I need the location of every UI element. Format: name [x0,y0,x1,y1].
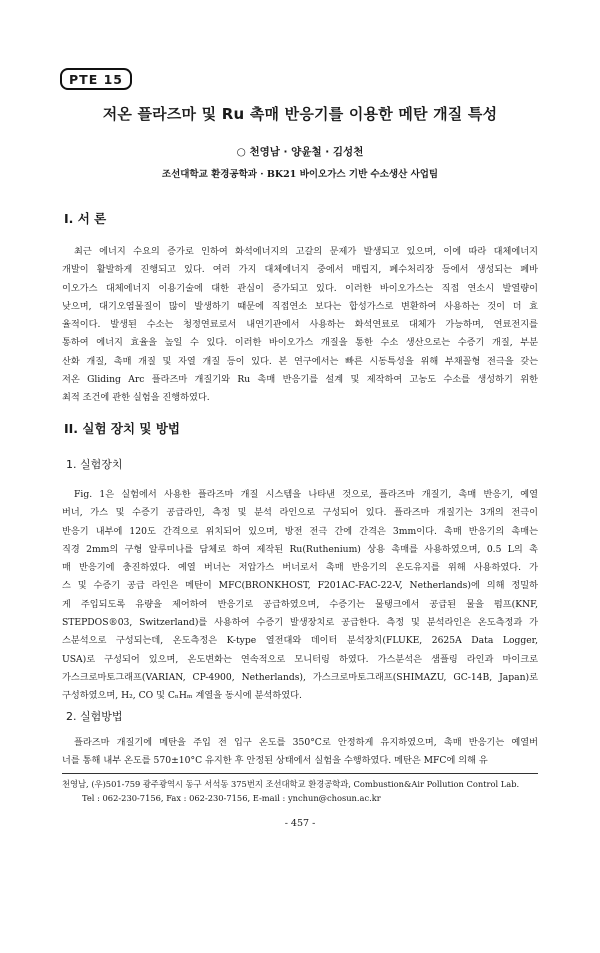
text-line: USA)로 구성되어 있으며, 온도변화는 연속적으로 모니터링 하였다. 가스분석은 샘플링 라인과 마이크로 [62,653,538,665]
footnote-address: 천영남, (우)501-759 광주광역시 동구 서석동 375번지 조선대학교 환경공학과, Combustion&Air Pollution Control Lab. [62,779,520,789]
author-list: ○ 천영남 · 양윤철 · 김성천 [236,146,364,158]
text-line: 율적이다. 발생된 수소는 청정연료로서 내연기관에서 사용하는 화석연료로 대체가 가능하며, 연료전지를 [62,319,538,331]
affiliation: 조선대학교 환경공학과 · BK21 바이오가스 기반 수소생산 사업팀 [161,169,439,180]
paper-title: 저온 플라즈마 및 Ru 촉매 반응기를 이용한 메탄 개질 특성 [102,105,498,123]
footnote-divider [62,773,538,774]
text-line: 개발이 활발하게 진행되고 있다. 여러 가지 대체에너지 중에서 매립지, 폐수처리장 등에서 생성되는 폐바 [62,264,538,276]
subsection-heading-apparatus: 1. 실험장치 [66,458,123,471]
text-line: 가스크로마토그래프(VARIAN, CP-4900, Netherlands), 가스크로마토그래프(SHIMAZU, GC-14B, Japan)로 [62,671,538,683]
apparatus-paragraph [62,486,538,706]
text-line: 스 및 수증기 공급 라인은 메탄이 MFC(BRONKHOST, F201AC-FAC-22-V, Netherlands)에 의해 정밀하 [62,580,538,592]
text-line: 매 반응기에 충진하였다. 예열 버너는 저압가스 버너로서 촉매 반응기의 온도유지를 위해 사용하였다. 가 [62,562,538,574]
text-line: 최근 에너지 수요의 증가로 인하여 화석에너지의 고갈의 문제가 발생되고 있으며, 이에 따라 대체에너지 [74,246,538,257]
text-line: 직경 2mm의 구형 알루미나를 담체로 하여 제작된 Ru(Ruthenium) 상용 촉매를 사용하였으며, 0.5 L의 촉 [62,543,538,555]
text-line: 저온 Gliding Arc 플라즈마 개질기와 Ru 촉매 반응기를 설계 및 제작하여 고농도 수소를 생성하기 위한 [62,374,538,386]
paper-code-badge: PTE 15 [60,68,132,90]
text-line: 이오가스 대체에너지 이용기술에 대한 관심이 증가되고 있다. 이러한 바이오가스는 직접 연소시 발열량이 [62,282,538,294]
page-number: - 457 - [284,818,316,829]
section-heading-methods: II. 실험 장치 및 방법 [64,421,180,436]
text-line: 통하여 에너지 효율을 높일 수 있다. 이러한 바이오가스 개질을 통한 수소 생산으로는 수증기 개질, 부분 [62,337,538,349]
text-line: 낮으며, 대기오염물질이 많이 발생하기 때문에 직접연소 보다는 합성가스로 변환하여 사용하는 것이 더 효 [62,300,538,312]
text-line: Fig. 1은 실험에서 사용한 플라즈마 개질 시스템을 나타낸 것으로, 플라즈마 개질기, 촉매 반응기, 예열 [74,489,538,500]
procedure-paragraph [62,734,538,771]
text-line: 게 주입되도록 유량을 제어하여 반응기로 공급하였으며, 수증기는 물탱크에서 공급된 물을 펌프(KNF, [62,598,538,610]
subsection-heading-procedure: 2. 실험방법 [66,710,123,723]
text-line: 너를 통해 내부 온도를 570±10°C 유지한 후 안정된 상태에서 실험을 수행하였다. 메탄은 MFC에 의해 유 [62,755,488,767]
text-line: 스분석으로 구성되는데, 온도측정은 K-type 열전대와 데이터 분석장치(FLUKE, 2625A Data Logger, [62,635,538,647]
text-line: 최적 조건에 관한 실험을 진행하였다. [62,392,210,404]
introduction-paragraph [62,243,538,408]
text-line: 버너, 가스 및 수증기 공급라인, 측정 및 분석 라인으로 구성되어 있다. 플라즈마 개질기는 3개의 전극이 [62,507,538,519]
text-line: STEPDOS®03, Switzerland)를 사용하여 수증기 발생장치로 공급한다. 측정 및 분석라인은 온도측정과 가 [62,617,538,629]
text-line: 플라즈마 개질기에 메탄을 주입 전 입구 온도를 350°C로 안정하게 유지하였으며, 촉매 반응기는 예열버 [74,737,538,748]
footnote-contact: Tel : 062-230-7156, Fax : 062-230-7156, E-mail : ynchun@chosun.ac.kr [82,793,381,803]
text-line: 반응기 내부에 120도 간격으로 위치되어 있으며, 방전 전극 간에 간격은 3mm이다. 촉매 반응기의 촉매는 [62,525,538,537]
section-heading-introduction: I. 서 론 [64,211,107,226]
text-line: 산화 개질, 촉매 개질 및 자열 개질 등이 있다. 본 연구에서는 빠른 시동특성을 위해 부채꼴형 전극을 갖는 [62,355,538,367]
text-line: 구성하였으며, H₂, CO 및 CₙHₘ 계열을 동시에 분석하였다. [62,690,302,702]
